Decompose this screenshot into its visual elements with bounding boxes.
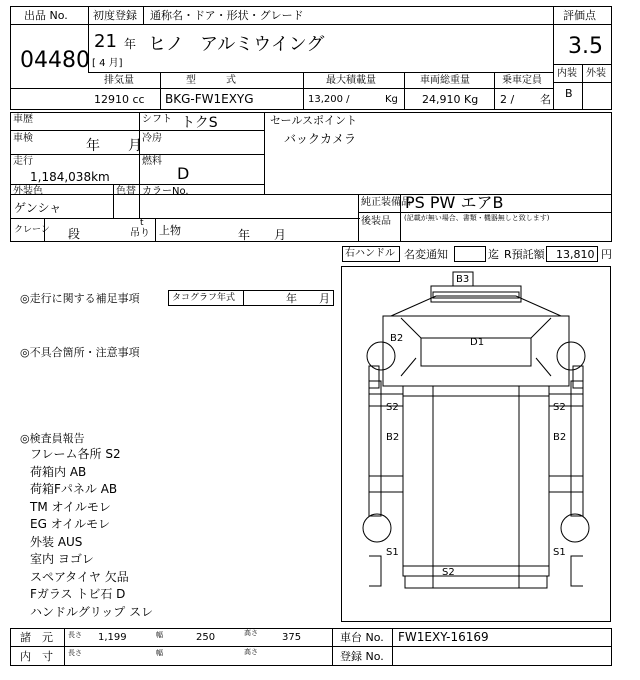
reg-year-unit: 年 bbox=[124, 37, 137, 51]
diagram-mark-top: B3 bbox=[456, 274, 470, 285]
ac-label: 冷房 bbox=[142, 133, 162, 144]
interior-label: 内装 bbox=[557, 68, 577, 79]
maker: ヒノ bbox=[148, 34, 184, 55]
max-load: 13,200 / bbox=[308, 94, 350, 105]
displacement-label: 排気量 bbox=[104, 75, 134, 86]
first-reg-label: 初度登録 bbox=[93, 9, 137, 22]
hei: 375 bbox=[282, 632, 302, 643]
inspector-item: Fガラス トビ石 D bbox=[30, 587, 126, 601]
eval-score: 3.5 bbox=[568, 34, 603, 59]
inner-hei-label: 高さ bbox=[244, 648, 258, 656]
chassis-label: 車台 No. bbox=[340, 631, 384, 644]
upper-label: 上物 bbox=[159, 224, 181, 237]
hei-label: 高さ bbox=[244, 629, 258, 637]
wid-label: 幅 bbox=[156, 631, 163, 639]
len-label: 長さ bbox=[68, 631, 82, 639]
diagram-mark-right-low: S1 bbox=[553, 547, 566, 558]
max-load-label: 最大積載量 bbox=[326, 75, 376, 86]
shift: トクS bbox=[181, 115, 218, 131]
sales-point: バックカメラ bbox=[284, 132, 357, 146]
fuel-label: 燃料 bbox=[142, 156, 162, 167]
recycle-fee: 13,810 bbox=[556, 248, 595, 261]
reg-label: 登録 No. bbox=[340, 650, 384, 663]
chassis: FW1EXY-16169 bbox=[398, 630, 489, 644]
reg-month: [ 4 月] bbox=[92, 58, 123, 69]
inspector-item: ハンドルグリップ スレ bbox=[30, 604, 154, 619]
crane-label: クレーン bbox=[14, 225, 50, 235]
yen: 円 bbox=[601, 248, 612, 261]
wid: 250 bbox=[196, 632, 216, 643]
inspection-value: 年 月 bbox=[86, 138, 142, 154]
diagram-mark-left-low: S1 bbox=[386, 547, 399, 558]
car-name-label: 通称名・ドア・形状・グレード bbox=[150, 9, 304, 22]
inspector-item: 荷箱Fパネル AB bbox=[30, 482, 118, 496]
inner-len-label: 長さ bbox=[68, 649, 82, 657]
model-name: アルミウイング bbox=[200, 34, 325, 55]
diagram-mark-cab-center: D1 bbox=[470, 337, 485, 348]
inspector-item: TM オイルモレ bbox=[30, 499, 111, 514]
upper-year: 年 月 bbox=[238, 228, 287, 242]
inspector-item: フレーム各所 S2 bbox=[30, 447, 121, 461]
diagram-mark-left-upper: S2 bbox=[386, 402, 399, 413]
model-code: BKG-FW1EXYG bbox=[165, 92, 254, 106]
fuel: D bbox=[177, 164, 190, 183]
truck-diagram bbox=[341, 266, 611, 622]
gross-weight-label: 車両総重量 bbox=[420, 75, 470, 86]
ext-color-label: 外装色 bbox=[13, 186, 43, 197]
inspector-title: ◎検査員報告 bbox=[20, 432, 85, 445]
aftermarket-label: 後装品 bbox=[361, 216, 391, 227]
inspector-item: スペアタイヤ 欠品 bbox=[30, 569, 129, 584]
inspector-item: 外装 AUS bbox=[30, 534, 83, 549]
diagram-mark-left-mid: B2 bbox=[386, 432, 400, 443]
capacity-label: 乗車定員 bbox=[502, 75, 542, 86]
inner-label: 内 寸 bbox=[20, 650, 53, 663]
history-label: 車歴 bbox=[13, 114, 33, 125]
diagram-mark-right-mid: B2 bbox=[553, 432, 567, 443]
lot-no: 04480 bbox=[20, 48, 90, 73]
inspector-item: 荷箱内 AB bbox=[30, 464, 87, 479]
color-code-label: カラーNo. bbox=[142, 186, 189, 197]
crane-suspend: 吊り bbox=[130, 228, 150, 239]
recycle-fee-label: R預託額 bbox=[504, 248, 545, 261]
lot-no-label: 出品 No. bbox=[24, 9, 68, 22]
inspector-item: 室内 ヨゴレ bbox=[30, 552, 94, 566]
capacity-unit: 名 bbox=[540, 93, 551, 106]
name-change-label: 名変通知 bbox=[404, 248, 448, 261]
mileage: 1,184,038km bbox=[30, 170, 110, 184]
sales-point-label: セールスポイント bbox=[270, 114, 358, 127]
gross-weight: 24,910 Kg bbox=[422, 93, 479, 106]
capacity: 2 / bbox=[500, 93, 515, 106]
exterior-label: 外装 bbox=[586, 68, 606, 79]
driving-title: ◎走行に関する補足事項 bbox=[20, 292, 140, 305]
dim-label: 諸 元 bbox=[20, 631, 53, 644]
interior-grade: B bbox=[565, 87, 573, 100]
crane-tier: 段 bbox=[68, 227, 81, 241]
recycle-label: 迄 bbox=[488, 248, 499, 261]
diagram-mark-cab-left: B2 bbox=[390, 333, 404, 344]
color-no-label: 色替 bbox=[116, 186, 136, 197]
tacho-label: タコグラフ年式 bbox=[172, 293, 236, 303]
inner-wid-label: 幅 bbox=[156, 649, 163, 657]
inspector-item: EG オイルモレ bbox=[30, 517, 111, 531]
len: 1,199 bbox=[98, 632, 127, 643]
diagram-mark-right-upper: S2 bbox=[553, 402, 566, 413]
displacement: 12910 cc bbox=[94, 93, 145, 106]
tacho-value: 年 月 bbox=[286, 292, 330, 305]
eval-label: 評価点 bbox=[563, 9, 596, 22]
max-load-unit: Kg bbox=[385, 94, 398, 105]
model-label: 型 式 bbox=[186, 75, 236, 86]
equip: PS PW エアB bbox=[405, 193, 504, 212]
diagram-mark-bottom: S2 bbox=[442, 567, 455, 578]
equip-label: 純正装備品 bbox=[361, 197, 411, 208]
name-change-date bbox=[454, 246, 486, 262]
crane-ton: t bbox=[140, 218, 144, 228]
ext-color: ゲンシャ bbox=[14, 201, 62, 215]
defects-title: ◎不具合箇所・注意事項 bbox=[20, 346, 140, 359]
aftermarket-note: (記載が無い場合、書類・機器無しと致します) bbox=[404, 214, 550, 222]
mileage-label: 走行 bbox=[13, 156, 33, 167]
inspection-label: 車検 bbox=[13, 133, 33, 144]
reg-year: 21 bbox=[94, 31, 117, 52]
steering: 右ハンドル bbox=[345, 248, 395, 259]
shift-label: シフト bbox=[142, 114, 172, 125]
